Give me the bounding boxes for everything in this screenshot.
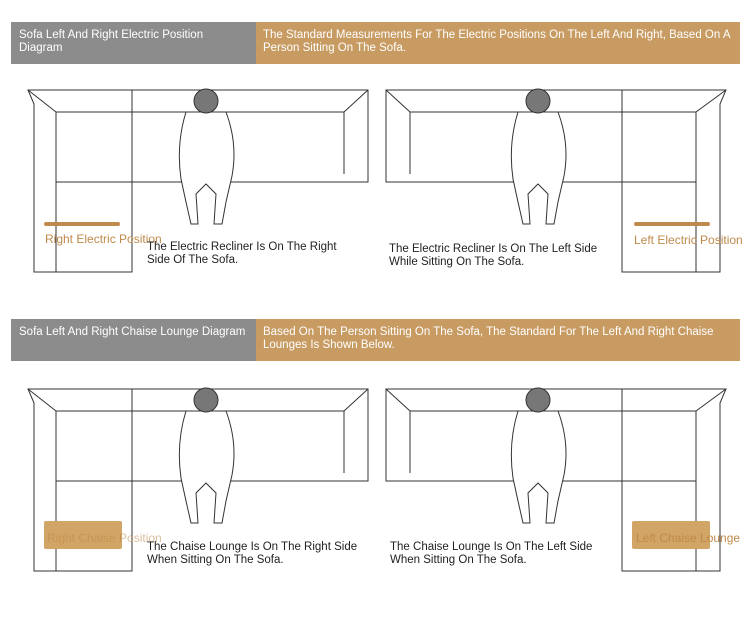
- section2-banner: [11, 319, 740, 361]
- left-electric-position-label: Left Electric Position: [634, 233, 743, 247]
- section2-left-caption: The Chaise Lounge Is On The Right Side When Sitting On The Sofa.: [147, 541, 358, 566]
- section2-heading: Sofa Left And Right Chaise Lounge Diagram: [19, 326, 246, 338]
- person-figure: [511, 89, 566, 224]
- left-chaise-lounge-label: Left Chaise Lounge: [636, 531, 741, 545]
- section1-heading: Sofa Left And Right Electric Position Diagram: [19, 29, 204, 54]
- section1-description: The Standard Measurements For The Electric Positions On The Left And Right, Based On A Person Sitting On The Sofa.: [263, 29, 730, 54]
- right-chaise-position-label: Right Chaise Position: [47, 531, 162, 545]
- right-electric-position-label: Right Electric Position: [45, 232, 162, 246]
- section2-description-box: [256, 319, 740, 361]
- electric-position-marker: [634, 222, 710, 226]
- section2-right-caption: The Chaise Lounge Is On The Left Side When Sitting On The Sofa.: [390, 541, 593, 566]
- person-figure: [179, 388, 234, 523]
- section1-banner: [11, 22, 740, 64]
- section1-heading-box: [11, 22, 256, 64]
- section2-description: Based On The Person Sitting On The Sofa, The Standard For The Left And Right Chaise Lounges Is Shown Below.: [263, 326, 714, 351]
- person-figure: [179, 89, 234, 224]
- section1-left-caption: The Electric Recliner Is On The Right Side Of The Sofa.: [147, 241, 337, 266]
- electric-position-marker: [44, 222, 120, 226]
- section1-description-box: [256, 22, 740, 64]
- person-figure: [511, 388, 566, 523]
- section1-right-caption: The Electric Recliner Is On The Left Side While Sitting On The Sofa.: [389, 243, 598, 268]
- section2-heading-box: [11, 319, 256, 361]
